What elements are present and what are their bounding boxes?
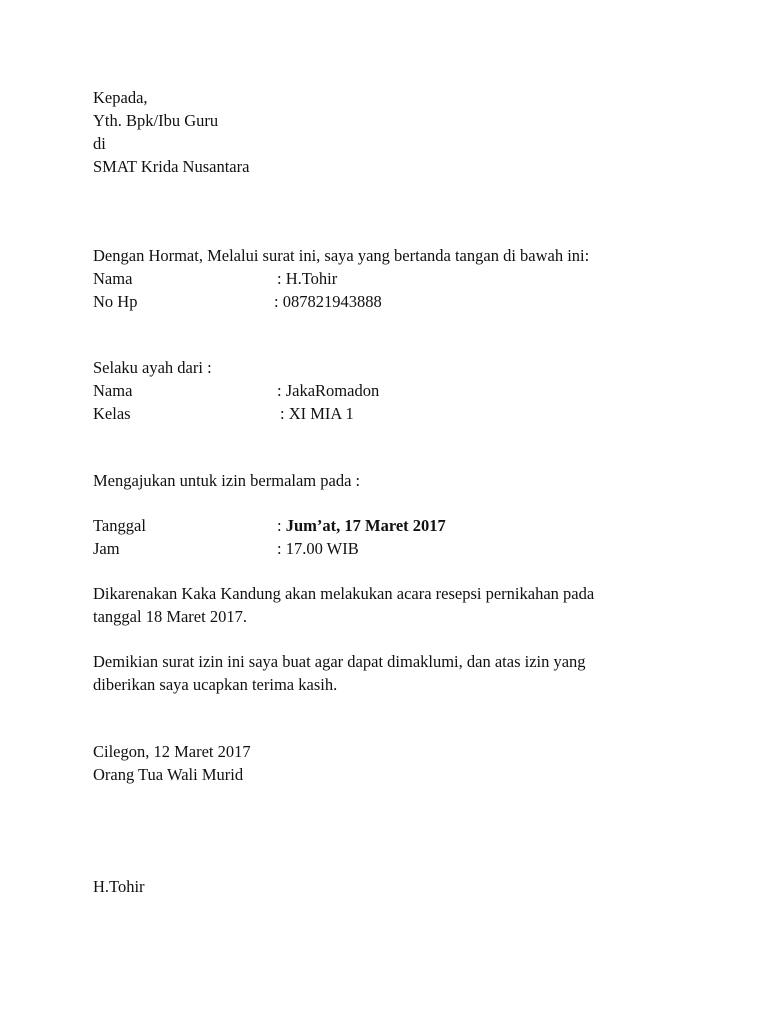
student-class-row xyxy=(93,402,354,425)
signer-name: H.Tohir xyxy=(93,877,145,896)
intro-sentence: Dengan Hormat, Melalui surat ini, saya yang bertanda tangan di bawah ini: xyxy=(93,246,590,265)
parent-phone-value: : 087821943888 xyxy=(274,292,382,311)
date-row xyxy=(93,514,446,537)
reason-line-2: tanggal 18 Maret 2017. xyxy=(93,607,247,626)
parent-name-label: Nama xyxy=(93,269,133,288)
date-value: Jum’at, 17 Maret 2017 xyxy=(285,516,446,535)
recipient-school: SMAT Krida Nusantara xyxy=(93,157,250,176)
relation-sentence: Selaku ayah dari : xyxy=(93,358,212,377)
place-date: Cilegon, 12 Maret 2017 xyxy=(93,742,251,761)
closing-line-1: Demikian surat izin ini saya buat agar dapat dimaklumi, dan atas izin yang xyxy=(93,652,586,671)
student-name-label: Nama xyxy=(93,381,133,400)
parent-name-value: : H.Tohir xyxy=(277,269,338,288)
time-row xyxy=(93,537,359,560)
request-sentence: Mengajukan untuk izin bermalam pada : xyxy=(93,471,361,490)
date-label: Tanggal xyxy=(93,516,146,535)
signer-role: Orang Tua Wali Murid xyxy=(93,765,244,784)
student-class-label: Kelas xyxy=(93,404,131,423)
time-value: : 17.00 WIB xyxy=(277,539,359,558)
student-name-row xyxy=(93,379,379,402)
reason-line-1: Dikarenakan Kaka Kandung akan melakukan acara resepsi pernikahan pada xyxy=(93,584,595,603)
parent-phone-row xyxy=(93,290,382,313)
student-name-value: : JakaRomadon xyxy=(277,381,380,400)
recipient-title: Yth. Bpk/Ibu Guru xyxy=(93,111,219,130)
recipient-preposition: di xyxy=(93,134,106,153)
time-label: Jam xyxy=(93,539,120,558)
date-colon: : xyxy=(277,516,286,535)
parent-phone-label: No Hp xyxy=(93,292,138,311)
student-class-value: : XI MIA 1 xyxy=(280,404,354,423)
closing-line-2: diberikan saya ucapkan terima kasih. xyxy=(93,675,338,694)
recipient-greeting: Kepada, xyxy=(93,88,148,107)
parent-name-row xyxy=(93,267,337,290)
